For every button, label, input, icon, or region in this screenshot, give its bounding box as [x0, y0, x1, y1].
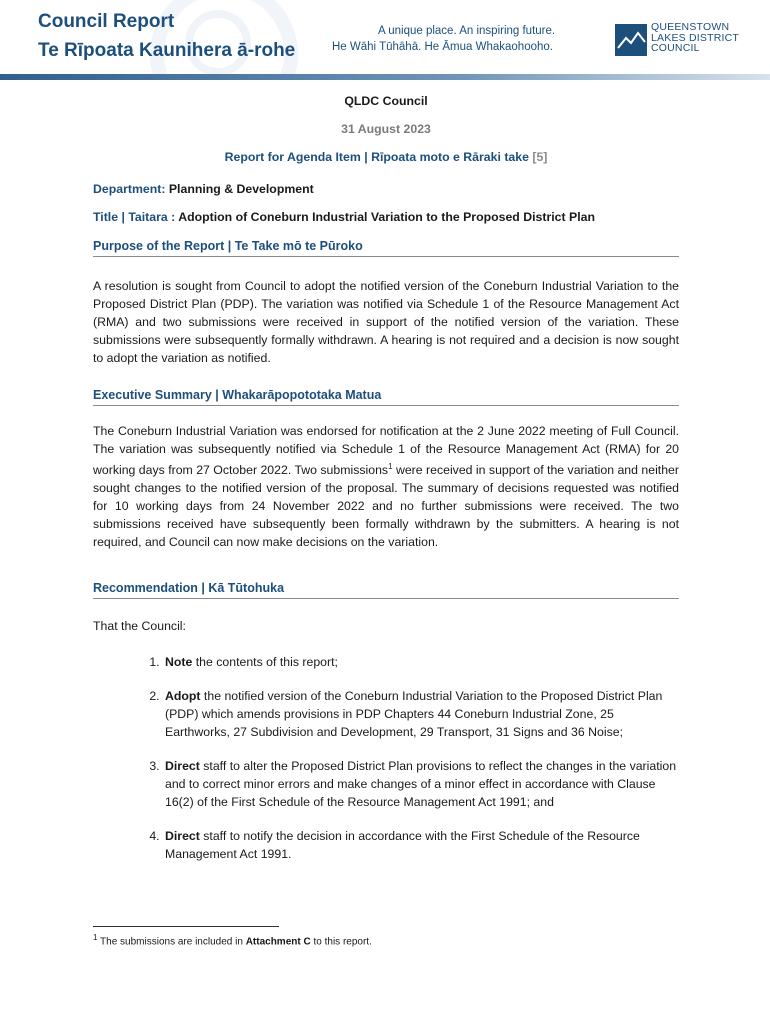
logo-line-3: COUNCIL: [651, 42, 700, 54]
title-value: Adoption of Coneburn Industrial Variation to the Proposed District Plan: [178, 210, 595, 224]
department-label: Department:: [93, 182, 166, 196]
recommendation-text: the contents of this report;: [192, 655, 338, 670]
logo-line-2: LAKES DISTRICT: [651, 31, 739, 44]
department-line: [93, 180, 679, 198]
summary-text-part2: were received in support of the variation and neither sought changes to the notified version of the proposal. The summary of decisions requested was notified for 10 working days from 24 November 2022 and no further submissions were received. The two submissions received have subsequently been formally withdrawn by the submitters. A hearing is not required, and Council can now make decisions on the variation.: [93, 463, 679, 550]
tagline-mi: He Wāhi Tūhāhā. He Āmua Whakaohooho.: [332, 41, 553, 53]
agenda-number: [5]: [532, 150, 548, 164]
recommendation-item: [163, 687, 679, 741]
mountain-logo-icon: [615, 24, 647, 56]
department-value: Planning & Development: [168, 182, 314, 196]
council-logo-text: [651, 22, 739, 54]
executive-summary-heading: Executive Summary | Whakarāpopototaka Matua: [93, 386, 679, 406]
recommendation-item: [163, 653, 679, 671]
recommendation-text: staff to alter the Proposed District Plan provisions to reflect the changes in the variation and to correct minor errors and make changes of a minor effect in accordance with Clause 16(2) of the First Schedule of the Resource Management Act 1991; and: [165, 759, 677, 810]
logo-line-1: QUEENSTOWN: [651, 21, 730, 33]
footnote-number: 1: [93, 933, 98, 942]
recommendation-text: staff to notify the decision in accordance with the First Schedule of the Resource Management Act 1991.: [165, 829, 640, 862]
executive-summary-text: [93, 422, 679, 551]
agenda-prefix: Report for Agenda Item | Rīpoata moto e Rāraki take: [224, 150, 529, 164]
purpose-text: A resolution is sought from Council to adopt the notified version of the Coneburn Industrial Variation to the Proposed District Plan (PDP). The variation was notified via Schedule 1 of the Resource Management Act (RMA) and two submissions were received in support of the notified version of the variation. These submissions were subsequently formally withdrawn. A hearing is not required and a decision is now sought to adopt the variation as notified.: [93, 279, 679, 365]
title-label: Title | Taitara :: [93, 210, 176, 224]
footnote-attachment: Attachment C: [245, 936, 311, 948]
header-gradient-bar: [0, 74, 770, 80]
footnote-divider: [93, 926, 279, 927]
recommendation-heading: Recommendation | Kā Tūtohuka: [93, 579, 679, 599]
header-title-mi: Te Rīpoata Kaunihera ā-rohe: [38, 40, 296, 61]
recommendation-verb: Note: [165, 655, 193, 670]
footnote-text-after: to this report.: [310, 936, 372, 948]
footnote: [93, 933, 372, 947]
purpose-heading: Purpose of the Report | Te Take mō te Pūroko: [93, 237, 679, 257]
recommendation-item: [163, 757, 679, 811]
report-body: [93, 92, 679, 879]
meeting-date: 31 August 2023: [341, 122, 431, 136]
recommendation-intro: That the Council:: [93, 619, 186, 634]
footnote-text-before: The submissions are included in: [97, 936, 246, 948]
recommendation-item: [163, 827, 679, 863]
recommendation-list: [93, 653, 679, 863]
title-line: [93, 208, 679, 226]
header-title-en: Council Report: [38, 11, 175, 32]
agenda-item: [93, 148, 679, 166]
recommendation-text: the notified version of the Coneburn Industrial Variation to the Proposed District Plan (PDP) which amends provisions in PDP Chapters 44 Coneburn Industrial Zone, 25 Earthworks, 27 Subdivision and Development, 29 Transport, 31 Signs and 36 Noise;: [165, 689, 663, 740]
meeting-name: QLDC Council: [344, 94, 428, 108]
recommendation-verb: Adopt: [165, 689, 201, 704]
recommendation-verb: Direct: [165, 829, 200, 844]
recommendation-verb: Direct: [165, 759, 200, 774]
summary-text-part1: The Coneburn Industrial Variation was endorsed for notification at the 2 June 2022 meeting of Full Council. The variation was subsequently notified via Schedule 1 of the Resource Management Act (RMA) for 20 working days from 27 October 2022. Two submissions: [93, 424, 679, 478]
tagline-en: A unique place. An inspiring future.: [378, 25, 556, 37]
footnote-ref[interactable]: 1: [388, 462, 393, 471]
report-header: [0, 0, 770, 80]
